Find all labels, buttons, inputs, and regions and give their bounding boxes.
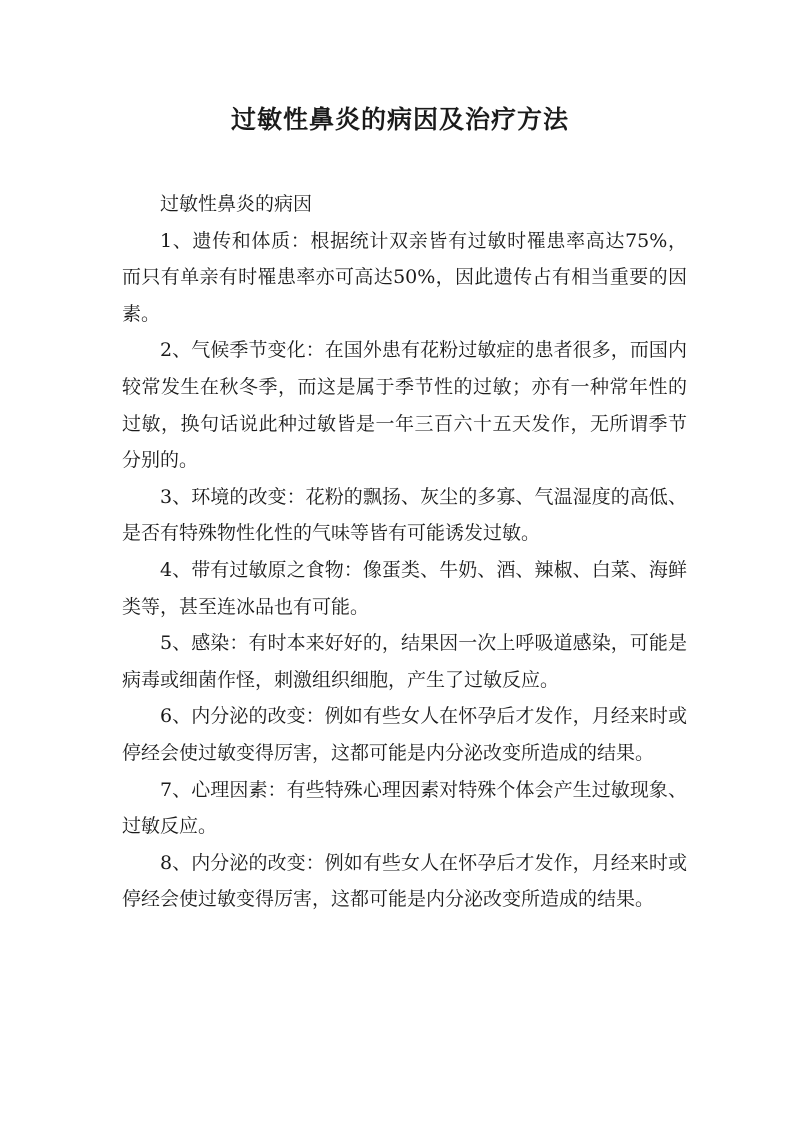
- paragraph-heading-causes: 过敏性鼻炎的病因: [160, 193, 313, 215]
- document-body: [122, 186, 687, 918]
- paragraph-cause-1: 1、遗传和体质：根据统计双亲皆有过敏时罹患率高达75%，而只有单亲有时罹患率亦可高达50%，因此遗传占有相当重要的因素。: [122, 229, 687, 325]
- paragraph-cause-3: 3、环境的改变：花粉的飘扬、灰尘的多寡、气温湿度的高低、是否有特殊物性化性的气味等皆有可能诱发过敏。: [122, 485, 687, 545]
- paragraph-cause-5: 5、感染：有时本来好好的，结果因一次上呼吸道感染，可能是病毒或细菌作怪，刺激组织细胞，产生了过敏反应。: [122, 632, 687, 691]
- paragraph-cause-6: 6、内分泌的改变：例如有些女人在怀孕后才发作，月经来时或停经会使过敏变得厉害，这都可能是内分泌改变所造成的结果。: [122, 705, 687, 764]
- paragraph-cause-4: 4、带有过敏原之食物：像蛋类、牛奶、酒、辣椒、白菜、海鲜类等，甚至连冰品也有可能。: [122, 558, 687, 618]
- paragraph-cause-2: 2、气候季节变化：在国外患有花粉过敏症的患者很多，而国内较常发生在秋冬季，而这是属于季节性的过敏；亦有一种常年性的过敏，换句话说此种过敏皆是一年三百六十五天发作，无所谓季节分别的。: [122, 339, 687, 472]
- document-title: 过敏性鼻炎的病因及治疗方法: [230, 105, 569, 134]
- paragraph-cause-8: 8、内分泌的改变：例如有些女人在怀孕后才发作，月经来时或停经会使过敏变得厉害，这都可能是内分泌改变所造成的结果。: [122, 851, 687, 911]
- paragraph-cause-7: 7、心理因素：有些特殊心理因素对特殊个体会产生过敏现象、过敏反应。: [122, 778, 687, 838]
